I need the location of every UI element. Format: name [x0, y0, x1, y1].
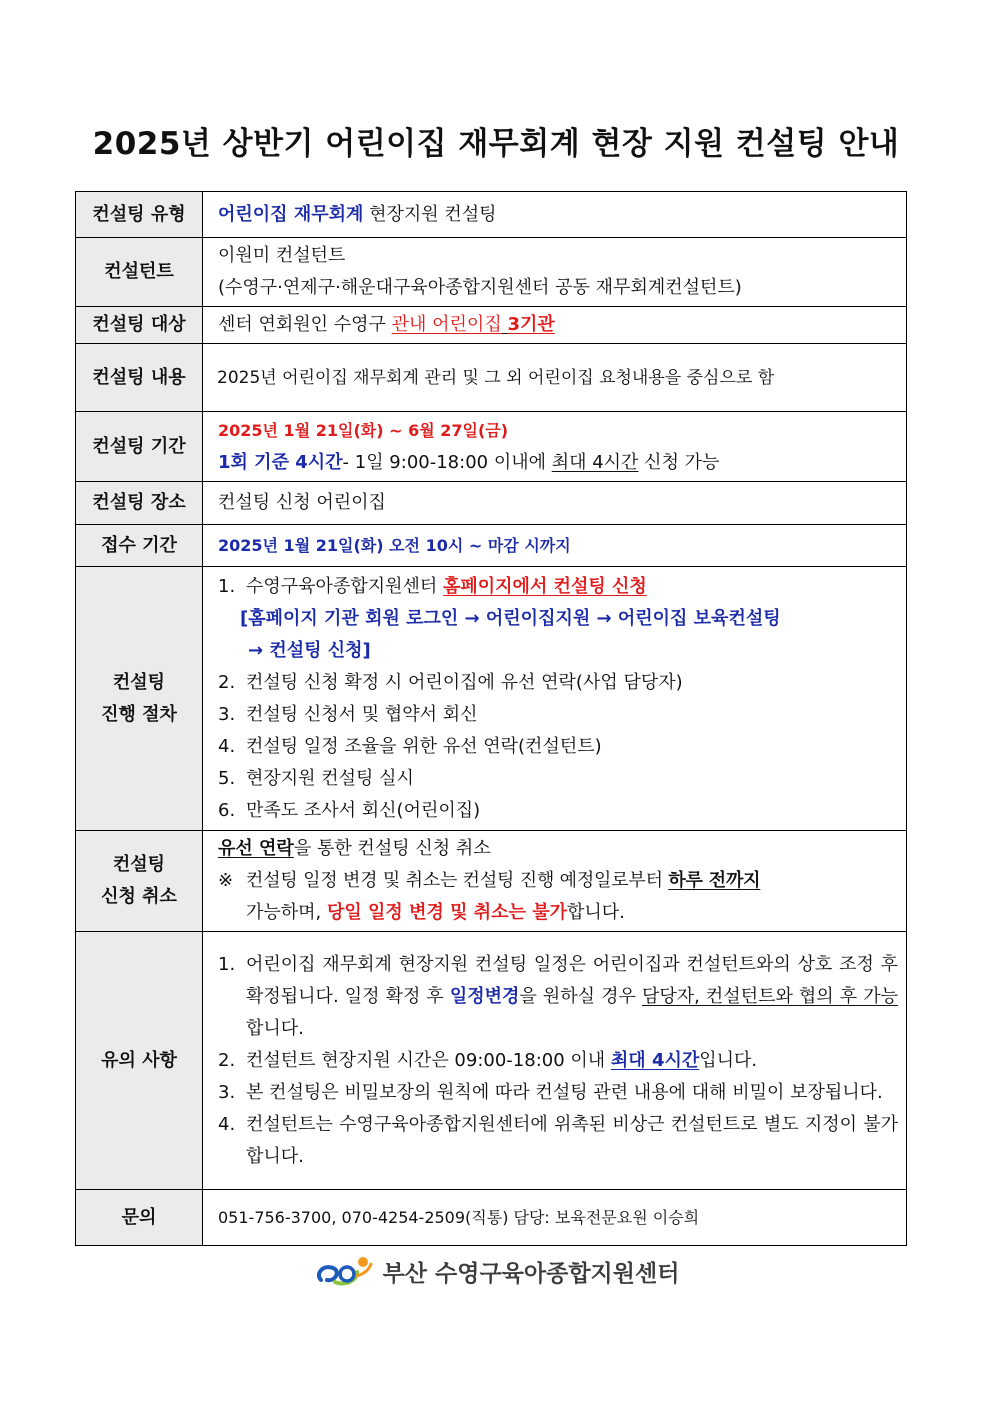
period-basis: 1회 기준 4시간 [218, 451, 343, 473]
cancel-phone-contact: 유선 연락 [218, 838, 294, 859]
label-target: 컨설팅 대상 [76, 307, 203, 344]
value-notes [203, 932, 907, 1190]
cancel-same-day-warning: 당일 일정 변경 및 취소는 불가 [327, 902, 567, 923]
value-target [203, 307, 907, 344]
step-number: 1. [218, 575, 236, 597]
note-text: 컨설턴트는 수영구육아종합지원센터에 위촉된 비상근 컨설턴트로 별도 지정이 불가합니다. [246, 1113, 898, 1167]
footer-org-name: 부산 수영구육아종합지원센터 [382, 1260, 680, 1287]
value-period [203, 412, 907, 482]
label-cancel [76, 831, 203, 932]
period-dates: 2025년 1월 21일(화) ~ 6월 27일(금) [218, 420, 509, 440]
cancel-deadline: 하루 전까지 [668, 870, 761, 891]
max-hours: 최대 4시간 [610, 1049, 700, 1071]
procedure-step [218, 699, 898, 731]
step-text: 만족도 조사서 회신(어린이집) [246, 799, 481, 821]
cancel-line-1-rest: 을 통한 컨설팅 신청 취소 [293, 838, 491, 859]
cancel-label-1: 컨설팅 [112, 854, 166, 875]
note-item [218, 1109, 898, 1173]
row-target [76, 307, 907, 344]
apply-path-2: → 컨설팅 신청] [248, 639, 371, 661]
cancel-note-text: 컨설팅 일정 변경 및 취소는 컨설팅 진행 예정일로부터 [246, 870, 669, 891]
consultant-name: 이원미 컨설턴트 [218, 245, 346, 266]
procedure-step [218, 731, 898, 763]
note-text: 본 컨설팅은 비밀보장의 원칙에 따라 컨설팅 관련 내용에 대해 비밀이 보장됩니다. [246, 1081, 883, 1103]
step-text: 컨설팅 신청 확정 시 어린이집에 유선 연락(사업 담당자) [246, 671, 683, 693]
period-dash: - 1일 9:00-18:00 이내에 [342, 451, 552, 473]
step-text: 컨설팅 일정 조율을 위한 유선 연락(컨설턴트) [246, 735, 602, 757]
note-text: 어린이집 재무회계 현장지원 컨설팅 일정은 어린이집과 컨설턴트와의 상호 조정 후 확정됩니다. 일정 확정 후 [246, 953, 898, 1007]
notes-list [218, 949, 898, 1173]
note-number: 1. [218, 953, 236, 975]
step-number: 5. [218, 767, 236, 789]
label-type: 컨설팅 유형 [76, 192, 203, 238]
consultant-affiliation: (수영구·연제구·해운대구육아종합지원센터 공동 재무회계컨설턴트) [218, 277, 742, 298]
note-text: 컨설턴트 현장지원 시간은 09:00-18:00 이내 [246, 1049, 611, 1071]
document-title: 2025년 상반기 어린이집 재무회계 현장 지원 컨설팅 안내 [92, 126, 900, 162]
value-cancel [203, 831, 907, 932]
note-number: 2. [218, 1049, 236, 1071]
note-number: 3. [218, 1081, 236, 1103]
value-inquiry: 051-756-3700, 070-4254-2509(직통) 담당: 보육전문요원 이승희 [203, 1190, 907, 1246]
row-procedure [76, 567, 907, 831]
value-type [203, 192, 907, 238]
procedure-step [218, 763, 898, 795]
label-inquiry: 문의 [76, 1190, 203, 1246]
cancel-line-1 [218, 833, 898, 865]
footer [0, 1252, 992, 1290]
row-consultant [76, 238, 907, 307]
cancel-note-2a: 가능하며, [246, 902, 327, 923]
row-type [76, 192, 907, 238]
procedure-step [218, 667, 898, 699]
step-text: 수영구육아종합지원센터 [246, 575, 443, 597]
row-notes [76, 932, 907, 1190]
note-text: 입니다. [699, 1049, 758, 1071]
note-mark: ※ [218, 870, 234, 891]
info-table [75, 191, 907, 1246]
step-number: 4. [218, 735, 236, 757]
value-content: 2025년 어린이집 재무회계 관리 및 그 외 어린이집 요청내용을 중심으로 함 [203, 344, 907, 412]
value-consultant [203, 238, 907, 307]
label-content: 컨설팅 내용 [76, 344, 203, 412]
note-text: 합니다. [246, 1017, 304, 1039]
cancel-note-2b: 합니다. [567, 902, 625, 923]
note-item [218, 949, 898, 1045]
procedure-step [218, 795, 898, 827]
period-tail: 신청 가능 [638, 451, 720, 473]
row-inquiry [76, 1190, 907, 1246]
note-number: 4. [218, 1113, 236, 1135]
row-reception [76, 525, 907, 567]
step-text: 현장지원 컨설팅 실시 [246, 767, 414, 789]
procedure-steps [218, 571, 898, 827]
value-procedure [203, 567, 907, 831]
procedure-step [218, 571, 898, 603]
target-area: 관내 어린이집 [391, 314, 502, 335]
row-period [76, 412, 907, 482]
apply-path-1: [홈페이지 기관 회원 로그인 → 어린이집지원 → 어린이집 보육컨설팅 [240, 607, 781, 629]
note-item [218, 1077, 898, 1109]
step-number: 3. [218, 703, 236, 725]
label-notes: 유의 사항 [76, 932, 203, 1190]
period-max-text: 최대 4시간 [551, 451, 639, 473]
schedule-change: 일정변경 [449, 985, 520, 1007]
label-consultant: 컨설턴트 [76, 238, 203, 307]
procedure-label-1: 컨설팅 [112, 671, 166, 693]
procedure-label-2: 진행 절차 [101, 703, 177, 725]
value-place: 컨설팅 신청 어린이집 [203, 482, 907, 525]
row-cancel [76, 831, 907, 932]
consultation-condition: 담당자, 컨설턴트와 협의 후 가능 [641, 985, 898, 1007]
type-highlight: 어린이집 재무회계 [218, 203, 364, 225]
row-content [76, 344, 907, 412]
row-place [76, 482, 907, 525]
target-text: 센터 연회원인 수영구 [218, 314, 392, 335]
cancel-label-2: 신청 취소 [101, 886, 177, 907]
period-basis-line [218, 447, 898, 479]
label-period: 컨설팅 기간 [76, 412, 203, 482]
cancel-note [218, 865, 898, 929]
procedure-step-path [218, 603, 898, 667]
step-number: 2. [218, 671, 236, 693]
step-number: 6. [218, 799, 236, 821]
step-text: 컨설팅 신청서 및 협약서 회신 [246, 703, 478, 725]
note-item [218, 1045, 898, 1077]
type-rest: 현장지원 컨설팅 [363, 203, 497, 225]
label-place: 컨설팅 장소 [76, 482, 203, 525]
label-reception: 접수 기간 [76, 525, 203, 567]
period-max [552, 452, 639, 473]
value-reception: 2025년 1월 21일(화) 오전 10시 ~ 마감 시까지 [203, 525, 907, 567]
target-count: 3기관 [507, 314, 555, 335]
label-procedure [76, 567, 203, 831]
center-logo-icon [313, 1252, 375, 1290]
homepage-apply-link: 홈페이지에서 컨설팅 신청 [443, 575, 647, 597]
note-text: 을 원하실 경우 [519, 985, 642, 1007]
